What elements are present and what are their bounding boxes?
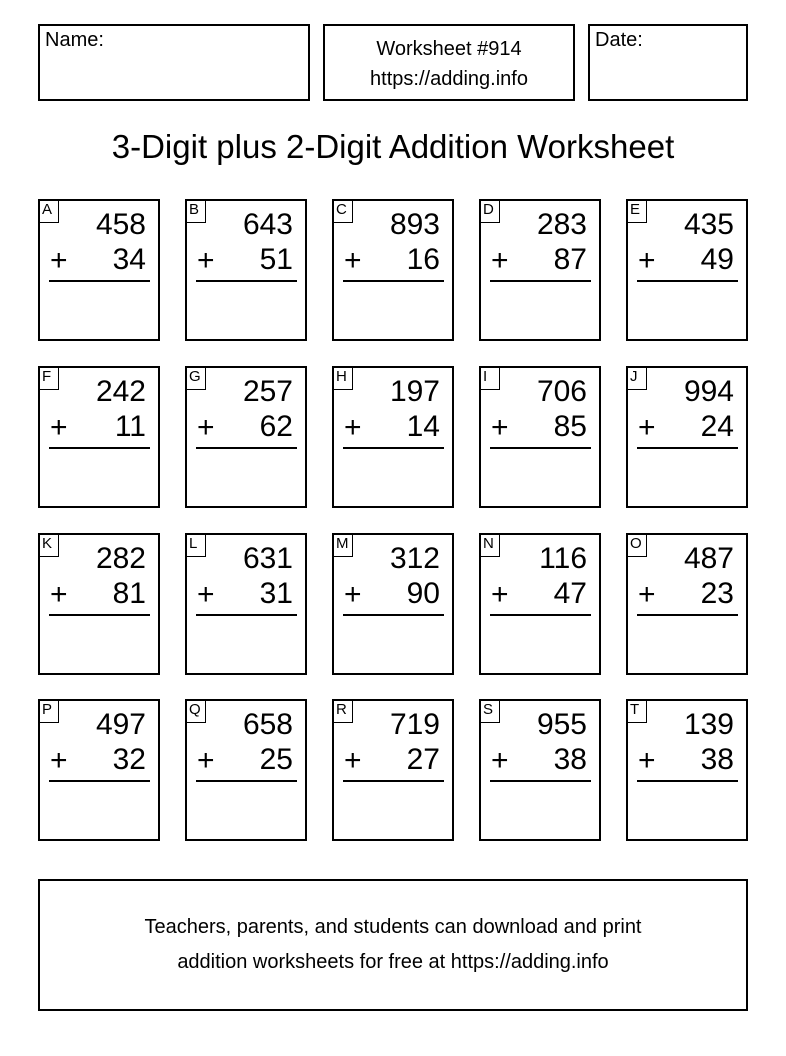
answer-line [49,614,150,616]
plus-sign: + [197,411,215,444]
worksheet-number: Worksheet #914 [376,38,522,60]
problem-top-number: 139 [683,708,734,741]
problem-top-number: 658 [242,708,293,741]
answer-line [490,780,591,782]
plus-sign: + [638,411,656,444]
problem-bottom-number: 16 [406,243,440,276]
date-label: Date: [595,29,643,51]
problem-label: K [38,533,59,557]
problem-top-number: 643 [242,208,293,241]
problem-label: I [479,366,500,390]
problem-bottom-number: 38 [700,743,734,776]
answer-line [490,280,591,282]
problem-top-number: 257 [242,375,293,408]
problem-bottom-number: 62 [259,410,293,443]
plus-sign: + [197,244,215,277]
plus-sign: + [491,244,509,277]
problem-bottom-number: 31 [259,577,293,610]
problem-bottom-number: 32 [112,743,146,776]
plus-sign: + [197,744,215,777]
problem-card [479,366,601,508]
problem-card [626,699,748,841]
answer-line [637,780,738,782]
date-field[interactable] [588,24,748,101]
problem-label: C [332,199,353,223]
answer-line [196,280,297,282]
problem-top-number: 197 [389,375,440,408]
problem-top-number: 893 [389,208,440,241]
problem-bottom-number: 24 [700,410,734,443]
problem-label: E [626,199,647,223]
problem-bottom-number: 81 [112,577,146,610]
problem-card [185,366,307,508]
problem-card [332,699,454,841]
plus-sign: + [197,578,215,611]
problem-top-number: 312 [389,542,440,575]
answer-line [196,614,297,616]
problem-label: L [185,533,206,557]
answer-line [490,614,591,616]
problem-card [332,533,454,675]
footer-box [38,879,748,1011]
answer-line [343,447,444,449]
problem-top-number: 497 [95,708,146,741]
problem-card [38,699,160,841]
problem-bottom-number: 87 [553,243,587,276]
problem-top-number: 282 [95,542,146,575]
problem-top-number: 242 [95,375,146,408]
problem-bottom-number: 27 [406,743,440,776]
problem-bottom-number: 85 [553,410,587,443]
problem-bottom-number: 51 [259,243,293,276]
plus-sign: + [344,411,362,444]
worksheet-url: https://adding.info [370,68,528,90]
page-title: 3-Digit plus 2-Digit Addition Worksheet [111,128,675,165]
plus-sign: + [50,578,68,611]
answer-line [637,280,738,282]
worksheet-info-box [323,24,575,101]
problem-label: D [479,199,500,223]
problem-label: N [479,533,500,557]
plus-sign: + [491,411,509,444]
problem-card [38,199,160,341]
plus-sign: + [638,744,656,777]
answer-line [637,447,738,449]
problem-bottom-number: 25 [259,743,293,776]
answer-line [343,780,444,782]
plus-sign: + [50,411,68,444]
problem-top-number: 955 [536,708,587,741]
problem-card [185,533,307,675]
problem-card [479,199,601,341]
problem-bottom-number: 90 [406,577,440,610]
plus-sign: + [344,578,362,611]
problem-top-number: 994 [683,375,734,408]
problem-label: P [38,699,59,723]
plus-sign: + [491,578,509,611]
problem-top-number: 435 [683,208,734,241]
problem-bottom-number: 47 [553,577,587,610]
problem-label: T [626,699,647,723]
problem-card [626,199,748,341]
problem-card [185,699,307,841]
problem-top-number: 283 [536,208,587,241]
problem-bottom-number: 11 [114,410,146,443]
answer-line [343,280,444,282]
name-field[interactable] [38,24,310,101]
problem-card [626,533,748,675]
problem-label: A [38,199,59,223]
problem-card [38,533,160,675]
problem-card [332,199,454,341]
answer-line [49,447,150,449]
problem-label: Q [185,699,206,723]
answer-line [196,447,297,449]
problem-bottom-number: 14 [406,410,440,443]
problem-top-number: 631 [242,542,293,575]
footer-text-line-1: Teachers, parents, and students can download and print [144,916,642,938]
problem-label: H [332,366,353,390]
answer-line [637,614,738,616]
problem-label: S [479,699,500,723]
plus-sign: + [344,244,362,277]
plus-sign: + [638,578,656,611]
problem-label: B [185,199,206,223]
problem-top-number: 719 [389,708,440,741]
problem-top-number: 116 [539,542,587,575]
problem-bottom-number: 34 [112,243,146,276]
problem-top-number: 487 [683,542,734,575]
plus-sign: + [638,244,656,277]
answer-line [49,780,150,782]
problem-label: G [185,366,206,390]
plus-sign: + [344,744,362,777]
problem-card [38,366,160,508]
problem-top-number: 458 [95,208,146,241]
answer-line [196,780,297,782]
problem-label: O [626,533,647,557]
plus-sign: + [50,244,68,277]
problem-top-number: 706 [536,375,587,408]
problem-card [185,199,307,341]
problem-card [479,699,601,841]
problem-bottom-number: 23 [700,577,734,610]
answer-line [490,447,591,449]
problem-label: J [626,366,647,390]
answer-line [343,614,444,616]
footer-text-line-2: addition worksheets for free at https://adding.info [177,951,609,973]
problem-card [626,366,748,508]
answer-line [49,280,150,282]
problem-card [332,366,454,508]
name-label: Name: [45,29,104,51]
problem-bottom-number: 38 [553,743,587,776]
problem-label: M [332,533,353,557]
plus-sign: + [491,744,509,777]
problem-label: F [38,366,59,390]
plus-sign: + [50,744,68,777]
problem-bottom-number: 49 [700,243,734,276]
problem-label: R [332,699,353,723]
problem-card [479,533,601,675]
